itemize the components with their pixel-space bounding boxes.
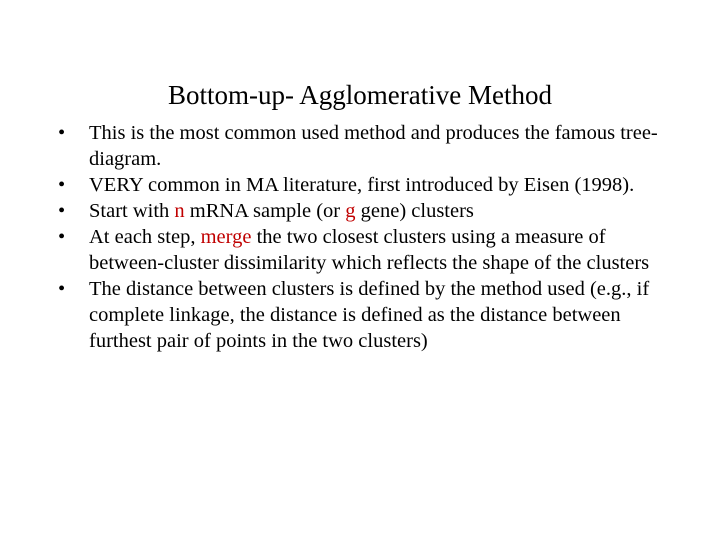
bullet-text-middle: mRNA sample (or — [184, 200, 346, 222]
bullet-item-most-common — [58, 120, 668, 172]
bullet-text-before: At each step, — [89, 226, 201, 248]
bullet-icon: • — [58, 122, 66, 144]
highlight-merge: merge — [200, 226, 252, 248]
bullet-item-start-clusters — [58, 198, 668, 224]
highlight-n: n — [174, 200, 185, 222]
bullet-text-after: the two closest clusters using a measure of between-cluster dissimilarity which reflects the shape of the clusters — [89, 226, 650, 274]
bullet-icon: • — [58, 278, 66, 300]
bullet-icon: • — [58, 200, 66, 222]
bullet-text: The distance between clusters is defined by the method used (e.g., if complete linkage, the distance is defined as the distance between furthest pair of points in the two clusters) — [89, 278, 650, 352]
bullet-item-merge-step — [58, 224, 668, 276]
bullet-text: This is the most common used method and produces the famous tree-diagram. — [89, 122, 658, 170]
bullet-text: VERY common in MA literature, first introduced by Eisen (1998). — [89, 174, 635, 196]
bullet-item-distance-definition — [58, 276, 668, 354]
bullet-list — [58, 120, 668, 354]
bullet-text-after: gene) clusters — [355, 200, 474, 222]
bullet-text-before: Start with — [89, 200, 175, 222]
highlight-g: g — [345, 200, 356, 222]
bullet-icon: • — [58, 174, 66, 196]
bullet-item-ma-literature — [58, 172, 668, 198]
slide-title: Bottom-up- Agglomerative Method — [168, 80, 552, 110]
bullet-icon: • — [58, 226, 66, 248]
